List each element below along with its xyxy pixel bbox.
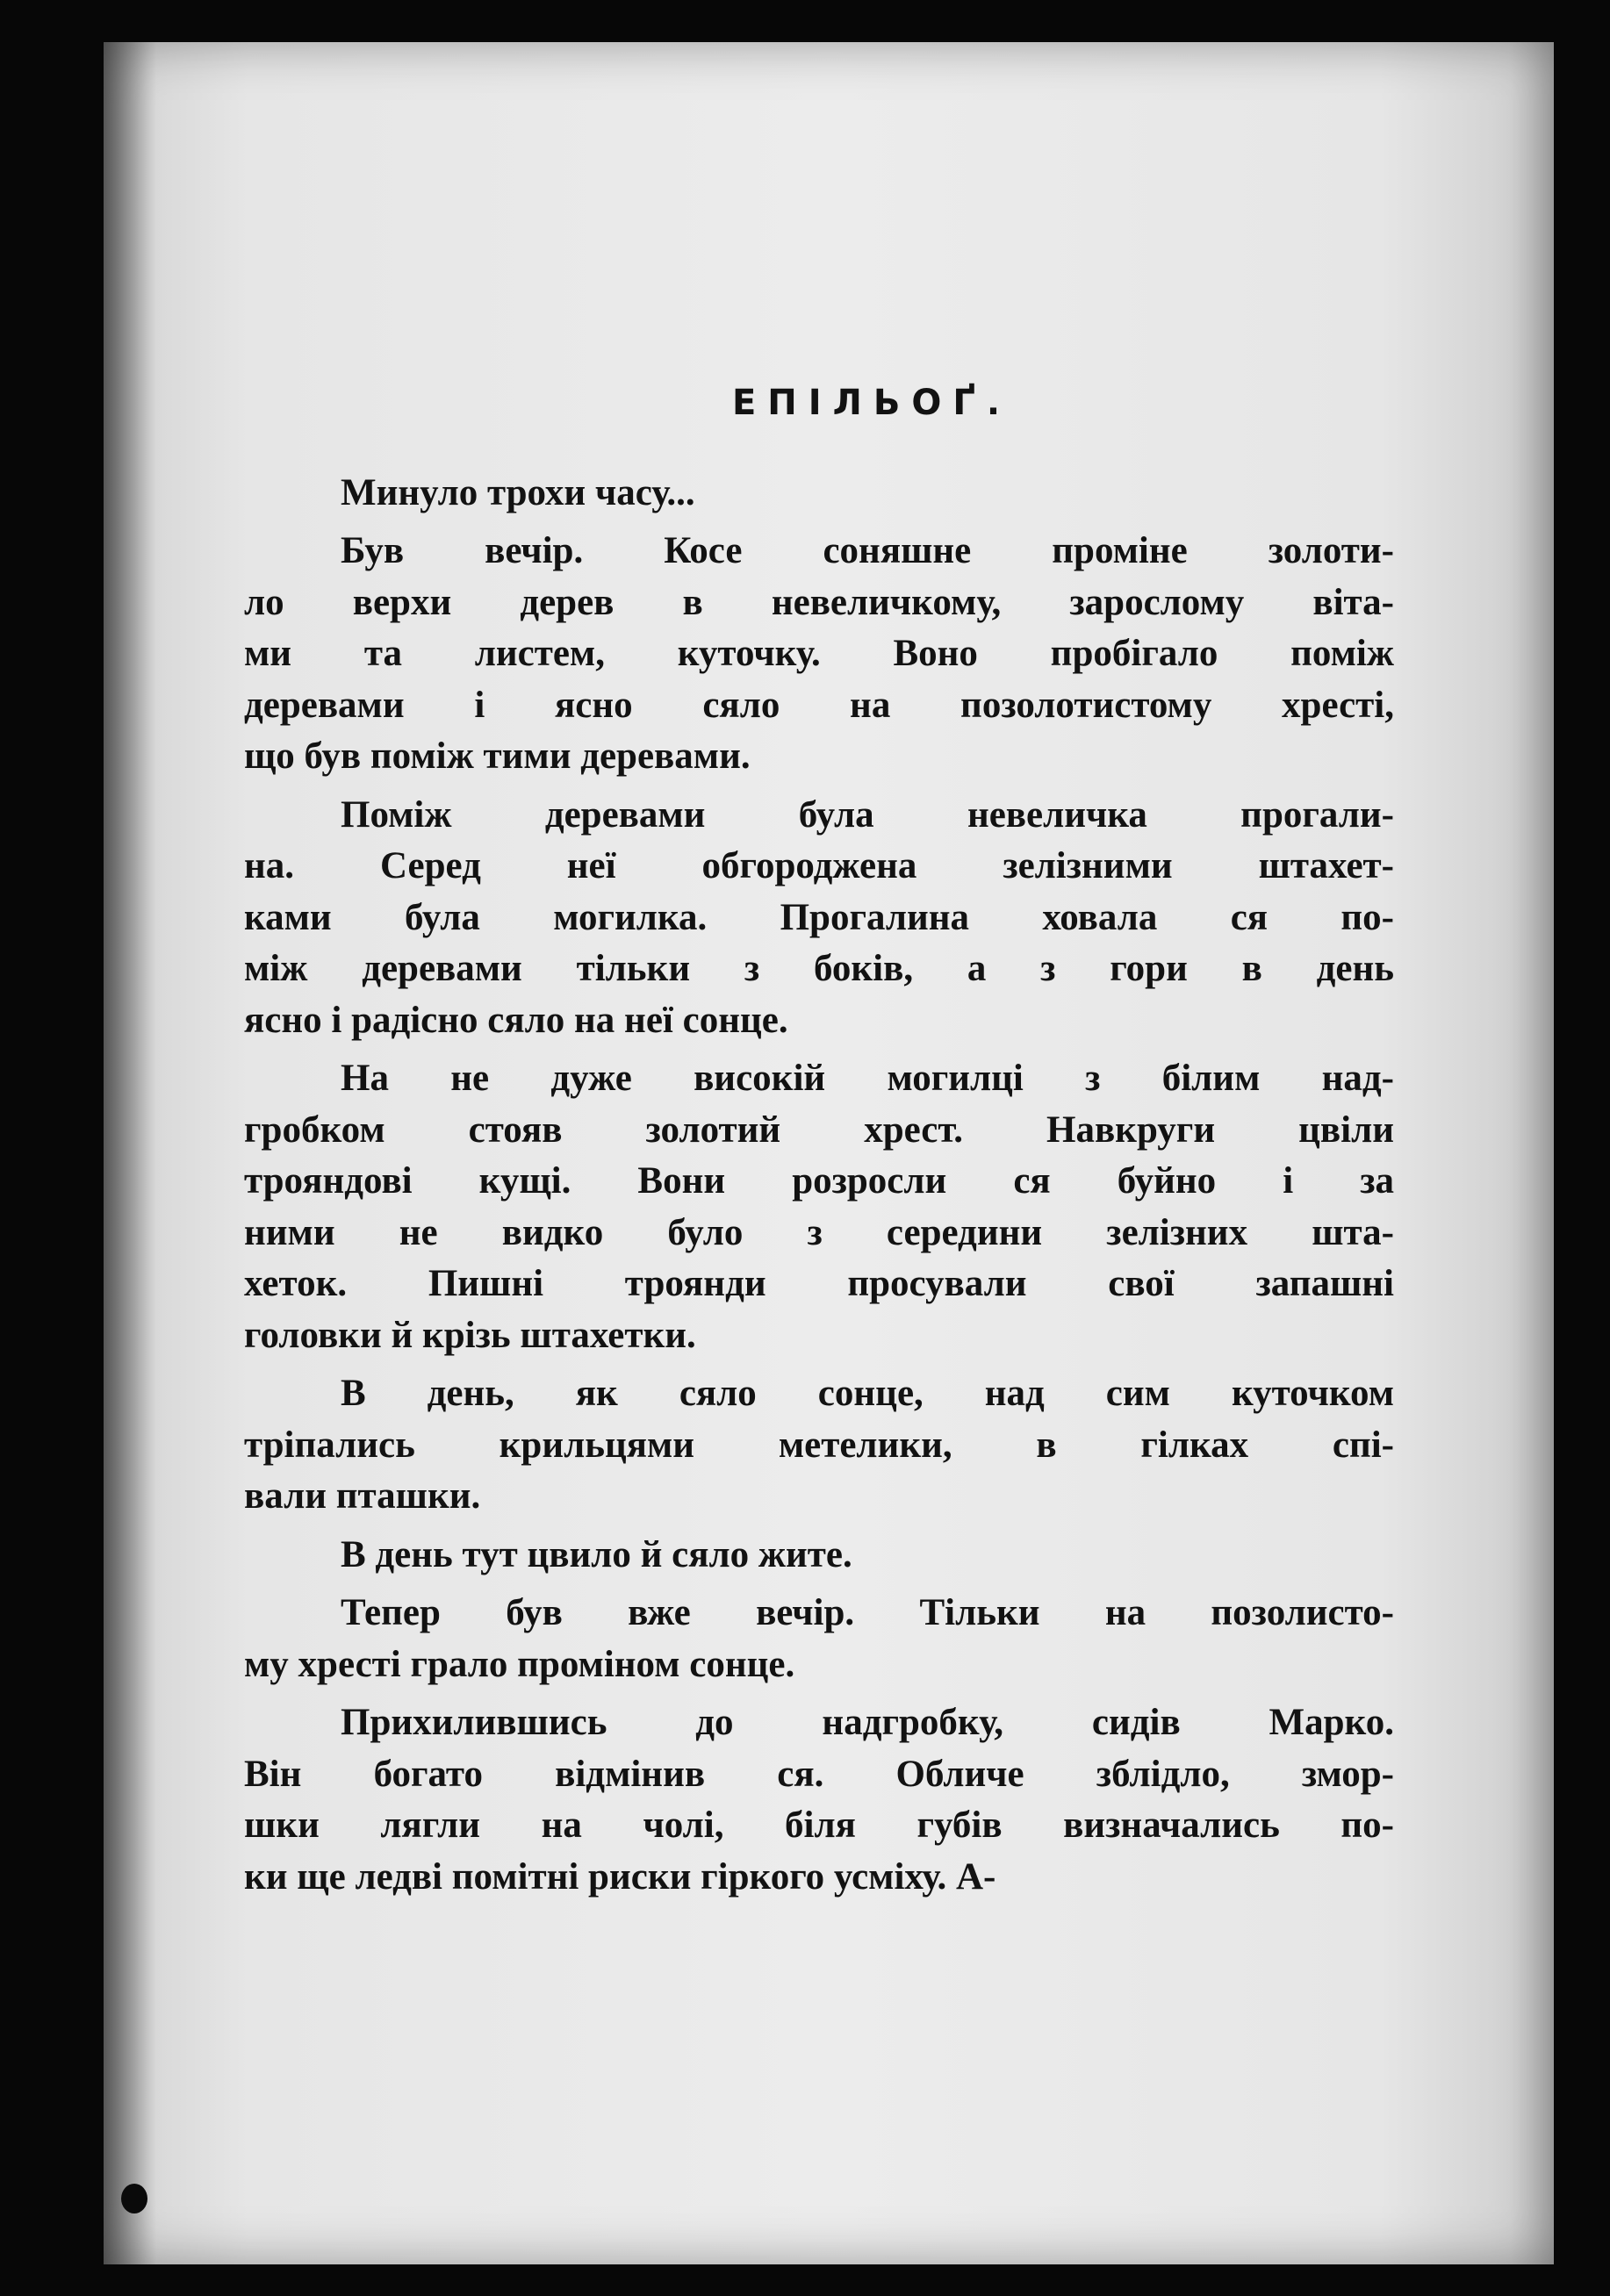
- text-line: деревами і ясно сяло на позолотистому хресті,: [244, 684, 1394, 726]
- ink-spot: [121, 2184, 147, 2213]
- text-line: ясно і радісно сяло на неї сонце.: [244, 999, 788, 1041]
- text-line: Він богато відмінив ся. Обличе зблідло, змор-: [244, 1753, 1394, 1795]
- body-text: [244, 468, 1394, 1904]
- paragraph: [244, 526, 1394, 783]
- paragraph: [244, 1588, 1394, 1690]
- text-line: гробком стояв золотий хрест. Навкруги цвіли: [244, 1109, 1394, 1151]
- paragraph: [244, 1530, 1394, 1582]
- text-line: головки й крізь штахетки.: [244, 1314, 696, 1356]
- text-line: ки ще ледві помітні риски гіркого усміху. А-: [244, 1855, 996, 1898]
- text-line: на. Серед неї обгороджена зелізними штахет-: [244, 845, 1394, 886]
- text-line: На не дуже високій могилці з білим над-: [341, 1058, 1394, 1099]
- text-line: трояндові кущі. Вони розросли ся буйно і за: [244, 1160, 1394, 1202]
- text-line: вали пташки.: [244, 1475, 481, 1517]
- text-line: хеток. Пишні троянди просували свої запашні: [244, 1263, 1394, 1304]
- text-line: Був вечір. Косе соняшне проміне золоти-: [341, 530, 1394, 571]
- text-line: Поміж деревами була невеличка прогали-: [341, 793, 1394, 836]
- text-line: між деревами тільки з боків, а з гори в день: [244, 948, 1394, 989]
- text-line: що був поміж тими деревами.: [244, 735, 751, 777]
- text-line: Минуло трохи часу...: [341, 471, 695, 513]
- text-line: Тепер був вже вечір. Тільки на позолисто-: [341, 1592, 1394, 1633]
- chapter-heading: ЕПІЛЬОҐ.: [731, 383, 1012, 423]
- text-line: му хресті грало проміном сонце.: [244, 1643, 795, 1685]
- text-line: В день, як сяло сонце, над сим куточком: [341, 1373, 1394, 1414]
- paragraph: [244, 1053, 1394, 1361]
- paragraph: [244, 1368, 1394, 1523]
- page-edge-shadow: [104, 42, 156, 2264]
- text-line: ками була могилка. Прогалина ховала ся по-: [244, 896, 1394, 938]
- text-line: шки лягли на чолі, біля губів визначались по-: [244, 1805, 1394, 1846]
- text-line: тріпались крильцями метелики, в гілках спі-: [244, 1424, 1394, 1466]
- paragraph: [244, 790, 1394, 1047]
- text-line: Прихилившись до надгробку, сидів Марко.: [341, 1702, 1394, 1743]
- paragraph: [244, 468, 1394, 520]
- text-block: [244, 377, 1394, 1910]
- text-line: ло верхи дерев в невеличкому, зарослому віта-: [244, 581, 1394, 623]
- text-line: В день тут цвило й сяло жите.: [341, 1533, 852, 1575]
- text-line: ними не видко було з середини зелізних шта-: [244, 1211, 1394, 1253]
- paragraph: [244, 1697, 1394, 1903]
- text-line: ми та листем, куточку. Воно пробігало поміж: [244, 633, 1394, 674]
